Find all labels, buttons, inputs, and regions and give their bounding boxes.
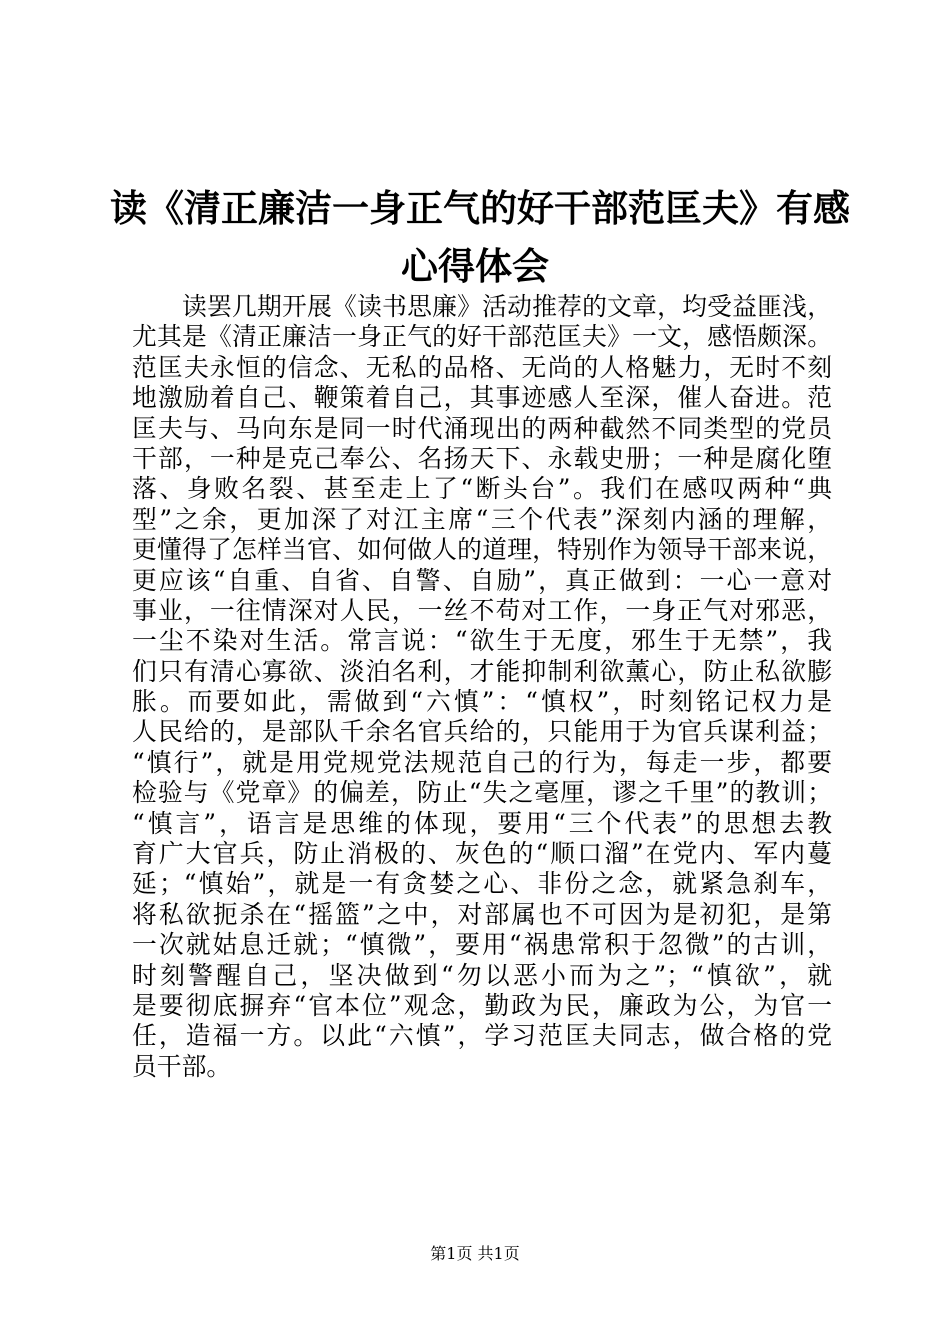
body-line: 一尘不染对生活。常言说：“欲生于无度，邪生于无禁”，我	[132, 626, 832, 656]
body-line: 员干部。	[132, 1051, 232, 1081]
body-line: 一次就姑息迁就；“慎微”，要用“祸患常积于忽微”的古训，	[132, 930, 832, 960]
document-title	[110, 180, 850, 296]
body-line: 范匡夫永恒的信念、无私的品格、无尚的人格魅力，无时不刻	[132, 352, 832, 382]
body-line: 育广大官兵，防止消极的、灰色的“顺口溜”在党内、军内蔓	[132, 839, 832, 869]
body-line: 匡夫与、马向东是同一时代涌现出的两种截然不同类型的党员	[132, 413, 832, 443]
body-line: 干部，一种是克己奉公、名扬天下、永载史册；一种是腐化堕	[132, 443, 832, 473]
body-line: 胀。而要如此，需做到“六慎”：“慎权”，时刻铭记权力是	[132, 687, 832, 717]
body-line: 型”之余，更加深了对江主席“三个代表”深刻内涵的理解，	[132, 504, 832, 534]
body-line: 时刻警醒自己，坚决做到“勿以恶小而为之”；“慎欲”，就	[132, 960, 832, 990]
body-line: 将私欲扼杀在“摇篮”之中，对部属也不可因为是初犯，是第	[132, 899, 832, 929]
body-line: 更应该“自重、自省、自警、自励”，真正做到：一心一意对	[132, 565, 832, 595]
body-line: 事业，一往情深对人民，一丝不苟对工作，一身正气对邪恶，	[132, 595, 832, 625]
body-line: “慎行”，就是用党规党法规范自己的行为，每走一步，都要	[132, 747, 832, 777]
body-line: 尤其是《清正廉洁一身正气的好干部范匡夫》一文，感悟颇深。	[132, 322, 832, 352]
body-line: 地激励着自己、鞭策着自己，其事迹感人至深，催人奋进。范	[132, 383, 832, 413]
body-line: 是要彻底摒弃“官本位”观念，勤政为民，廉政为公，为官一	[132, 990, 832, 1020]
body-line: 读罢几期开展《读书思廉》活动推荐的文章，均受益匪浅，	[182, 292, 832, 321]
title-line: 读《清正廉洁一身正气的好干部范匡夫》有感	[110, 187, 850, 230]
body-line: 检验与《党章》的偏差，防止“失之毫厘，谬之千里”的教训；	[132, 778, 832, 808]
title-line: 心得体会	[401, 245, 549, 288]
body-line: 任，造福一方。以此“六慎”，学习范匡夫同志，做合格的党	[132, 1021, 832, 1051]
body-line: 们只有清心寡欲、淡泊名利，才能抑制利欲薰心，防止私欲膨	[132, 656, 832, 686]
body-line: “慎言”，语言是思维的体现，要用“三个代表”的思想去教	[132, 808, 832, 838]
document-body	[132, 292, 832, 1082]
page-footer: 第1页 共1页	[430, 1244, 520, 1263]
body-line: 延；“慎始”，就是一有贪婪之心、非份之念，就紧急刹车，	[132, 869, 832, 899]
body-line: 落、身败名裂、甚至走上了“断头台”。我们在感叹两种“典	[132, 474, 832, 504]
body-line: 更懂得了怎样当官、如何做人的道理，特别作为领导干部来说，	[132, 535, 832, 565]
body-line: 人民给的，是部队千余名官兵给的，只能用于为官兵谋利益；	[132, 717, 832, 747]
